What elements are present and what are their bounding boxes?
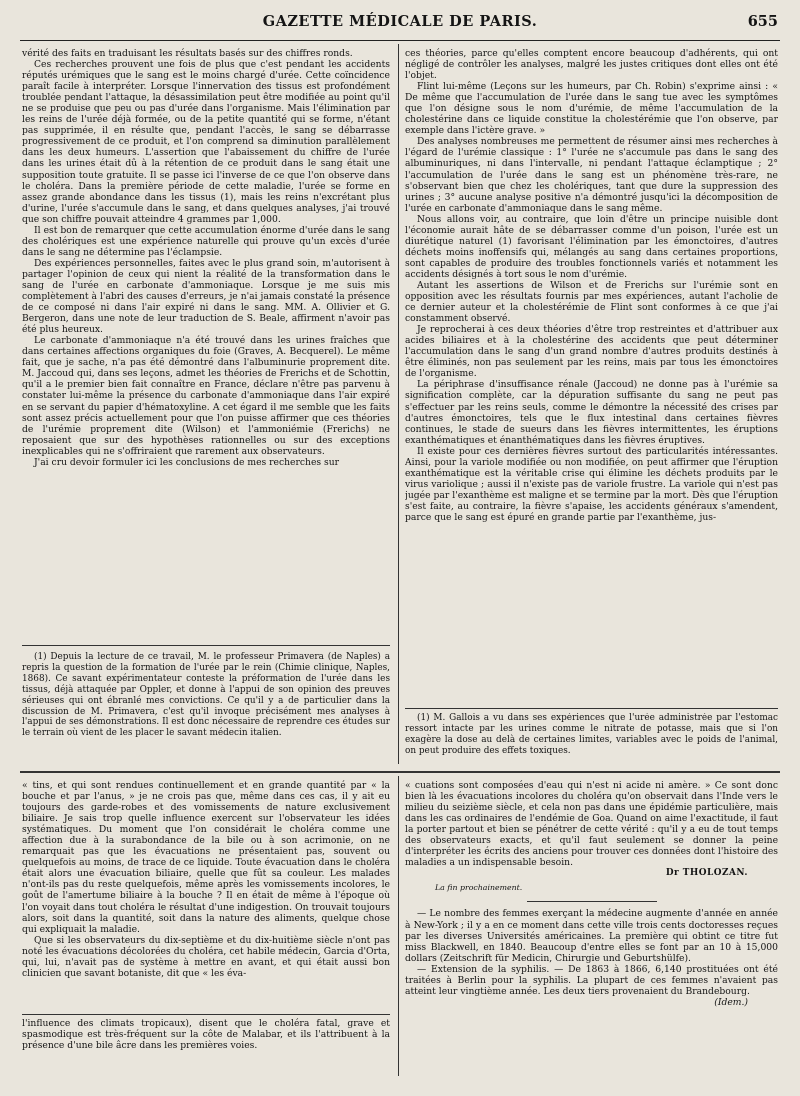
- paragraph: Flint lui-même (Leçons sur les humeurs, par Ch. Robin) s'exprime ainsi : « De même que l'accumulation de l'urée dans le sang tue avec les symptômes que l'on désigne sous le nom d'urémie, de même l'accumulation de la cholestérine dans ce liquide constitue la cholestérémie que l'on observe, par exemple dans l'ictère grave. »: [405, 81, 778, 137]
- paragraph: Je reprocherai à ces deux théories d'être trop restreintes et d'attribuer aux acides biliaires et à la cholestérine des accidents que peut déterminer l'accumulation dans le sang d'un grand nombre d'autres produits destinés à être éliminés, non pas seulement par les reins, mais par tous les émonctoires de l'organisme.: [405, 324, 778, 380]
- top-left-column: [22, 48, 390, 638]
- news-source: (Idem.): [714, 996, 748, 1008]
- paragraph: Autant les assertions de Wilson et de Frerichs sur l'urémie sont en opposition avec les résultats fournis par mes expériences, autant l'acholie de ce dernier auteur et la cholestérémie de Flint sont conformes à ce que j'ai constamment observé.: [405, 279, 778, 325]
- footnote: (1) Depuis la lecture de ce travail, M. le professeur Primavera (de Naples) a repris la question de la formation de l'urée par le rein (Chimie clinique, Naples, 1868). Ce savant expérimentateur conteste la préformation de l'urée dans les tissus, déjà attaquée par Oppler, et donne à l'appui de son opinion des preuves sérieuses qui ont ébranlé mes convictions. Ce qu'il y a de particulier dans la discussion de M. Primavera, c'est qu'il invoque précisément mes analyses à l'appui de ses démonstrations. Il est donc nécessaire de reprendre ces études sur le terrain où vient de les placer le savant médecin italien.: [22, 652, 390, 739]
- paragraph: Des analyses nombreuses me permettent de résumer ainsi mes recherches à l'égard de l'urémie classique : 1° l'urée ne s'accumule pas dans le sang des albuminuriques, ni dans l'intervalle, ni pendant l'attaque éclamptique ; 2° l'accumulation de l'urée dans le sang est un phénomène très-rare, ne s'observant bien que chez les cholériques, tant que dure la suppression des urines ; 3° aucune analyse positive n'a démontré jusqu'ici la décomposition de l'urée en carbonate d'ammoniaque dans le sang même.: [405, 136, 778, 214]
- page-number: 655: [747, 13, 778, 30]
- bottom-right-column: [405, 780, 778, 1080]
- column-divider-bottom: [398, 776, 399, 1076]
- section-divider: [20, 771, 780, 773]
- top-right-footnote: [405, 713, 778, 765]
- news-item: — Le nombre des femmes exerçant la médecine augmente d'année en année à New-York ; il y a en ce moment dans cette ville trois cents doctoresses reçues par les diverses Universités américaines. La première qui obtint ce titre fut miss Blackwell, en 1840. Beaucoup d'entre elles se font par an 10 à 15,000 dollars (Zeitschrift für Medicin, Chirurgie und Geburtshülfe).: [405, 908, 778, 964]
- paragraph: La périphrase d'insuffisance rénale (Jaccoud) ne donne pas à l'urémie sa signification complète, car la dépuration suffisante du sang ne peut pas s'effectuer par les reins seuls, comme le démontre la nécessité des crises par d'autres émonctoires, tels que le flux intestinal dans certaines fièvres continues, le stade de sueurs dans les fièvres intermittentes, les éruptions exanthématiques et énanthématiques dans les fièvres éruptives.: [405, 379, 778, 446]
- news-divider: [527, 901, 657, 902]
- paragraph: Nous allons voir, au contraire, que loin d'être un principe nuisible dont l'économie aurait hâte de se débarrasser comme d'un poison, l'urée est un diurétique naturel (1) favorisant l'élimination par les émonctoires, d'autres déchets moins inoffensifs qui, mélangés au sang dans certaines proportions, sont capables de produire des troubles fonctionnels variés et notamment les accidents désignés à tort sous le nom d'urémie.: [405, 213, 778, 280]
- paragraph: Le carbonate d'ammoniaque n'a été trouvé dans les urines fraîches que dans certaines affections organiques du foie (Graves, A. Becquerel). Le même fait, que je sache, n'a pas été démontré dans l'albuminurie proprement dite. M. Jaccoud qui, dans ses leçons, admet les théories de Frerichs et de Schottin, qu'il a le premier bien fait connaître en France, déclare n'être pas parvenu à constater lui-même la présence du carbonate d'ammoniaque dans l'air expiré en se servant du papier d'hématoxyline. A cet égard il me semble que les faits sont assez précis actuellement pour que l'on puisse affirmer que ces théories de l'urémie proprement dite (Wilson) et l'ammoniémie (Frerichs) ne reposaient que sur des hypothèses rationnelles ou sur des exceptions inexplicables qui ne s'offriraient que rarement aux observateurs.: [22, 335, 390, 457]
- paragraph: l'influence des climats tropicaux), disent que le choléra fatal, grave et spasmodique est très-fréquent sur la côte de Malabar, et ils l'attribuent à la présence d'une bile âcre dans les premières voies.: [22, 1018, 390, 1052]
- column-divider-top: [398, 44, 399, 764]
- news-item: — Extension de la syphilis. — De 1863 à 1866, 6,140 prostituées ont été traitées à Berlin pour la syphilis. La plupart de ces femmes n'avaient pas atteint leur vingtième année. Les deux tiers provenaient du Brandebourg.: [405, 963, 778, 997]
- paragraph: Il existe pour ces dernières fièvres surtout des particularités intéressantes. Ainsi, pour la variole modifiée ou non modifiée, on peut affirmer que l'éruption exanthématique est la véritable crise qui élimine les déchets produits par le virus variolique ; aussi il n'existe pas de variole frustre. La variole qui n'est pas jugée par l'exanthème est maligne et se termine par la mort. Dès que l'éruption s'est faite, au contraire, la fièvre s'apaise, les accidents généraux s'amendent, parce que le sang est épuré en grande partie par l'exanthème, jus-: [405, 445, 778, 523]
- footnote-divider-left: [22, 645, 390, 646]
- paragraph: J'ai cru devoir formuler ici les conclusions de mes recherches sur: [34, 456, 340, 468]
- paragraph: ces théories, parce qu'elles comptent encore beaucoup d'adhérents, qui ont négligé de contrôler les analyses, malgré les justes critiques dont elles ont été l'objet.: [405, 48, 778, 82]
- paragraph: « tins, et qui sont rendues continuellement et en grande quantité par « la bouche et par l'anus, » je ne crois pas que, même dans ces cas, il y ait eu toujours des garde-robes et des vomissements de nature exclusivement biliaire. Je sais trop quelle influence exercent sur l'observateur les idées systématiques. Du moment que l'on considérait le choléra comme une affection due à la surabondance de la bile ou à son acrimonie, on ne remarquait pas que les évacuations ne présentaient pas, souvent ou quelquefois au moins, de trace de ce liquide. Toute évacuation dans le choléra était alors une évacuation biliaire, quelle que fût sa couleur. Les malades n'ont-ils pas du reste quelquefois, même après les vomissements incolores, le goût de l'amertume biliaire à la bouche ? Il en était de même à l'époque où l'on voyait dans tout choléra le résultat d'une indigestion. On trouvait toujours alors, soit dans la quantité, soit dans la nature des aliments, quelque chose qui expliquait la maladie.: [22, 780, 390, 935]
- paragraph: Ces recherches prouvent une fois de plus que c'est pendant les accidents réputés urémiques que le sang est le moins chargé d'urée. Cette coïncidence paraît facile à interpréter. Lorsque l'innervation des tissus est profondément troublée pendant l'attaque, la désassimilation peut être modifiée au point qu'il ne se produise que peu ou pas d'urée dans l'organisme. Mais l'élimination par les reins de l'urée déjà formée, ou de la petite quantité qui se forme, n'étant pas supprimée, il en résulte que, pendant l'accès, le sang se débarrasse progressivement de ce produit, et l'on comprend sa diminution parallèlement dans les deux humeurs. L'assertion que l'abaissement du chiffre de l'urée dans les urines était dû à la rétention de ce produit dans le sang était une supposition toute gratuite. Il se passe ici l'inverse de ce que l'on observe dans le choléra. Dans la première période de cette maladie, l'urée se forme en assez grande abondance dans les tissus (1), mais les reins n'excrétant plus d'urine, l'urée s'accumule dans le sang, et dans quelques analyses, j'ai trouvé que son chiffre pouvait atteindre 4 grammes par 1,000.: [22, 59, 390, 225]
- author-signature: Dr THOLOZAN.: [665, 868, 748, 879]
- paragraph: Que si les observateurs du dix-septième et du dix-huitième siècle n'ont pas noté les évacuations décolorées du choléra, cet habile médecin, Garcia d'Orta, qui, lui, n'avait pas de système à mettre en avant, et qui était aussi bon clinicien que savant botaniste, dit que « les éva-: [22, 934, 390, 979]
- journal-title: GAZETTE MÉDICALE DE PARIS.: [262, 13, 538, 30]
- bottom-left-column: [22, 780, 390, 1010]
- bottom-left-continuation: [22, 1018, 390, 1074]
- bottom-left-divider: [22, 1014, 390, 1015]
- paragraph: « cuations sont composées d'eau qui n'est ni acide ni amère. » Ce sont donc bien là les évacuations incolores du choléra qu'on observait dans l'Inde vers le milieu du seizième siècle, et cela non pas dans une épidémie particulière, mais dans les cas ordinaires de l'endémie de Goa. Quand on aime l'exactitude, il faut la porter partout et bien se pénétrer de cette vérité : qu'il y a eu de tout temps des observateurs exacts, et qu'il faut seulement se donner la peine d'interpréter les écrits des anciens pour trouver ces données dont l'histoire des maladies a un indispensable besoin.: [405, 780, 778, 869]
- top-left-footnote: [22, 652, 390, 762]
- paragraph: Des expériences personnelles, faites avec le plus grand soin, m'autorisent à partager l'opinion de ceux qui nient la réalité de la transformation dans le sang de l'urée en carbonate d'ammoniaque. Lorsque je me suis mis complètement à l'abri des causes d'erreurs, je n'ai jamais constaté la présence de ce composé ni dans l'air expiré ni dans le sang. MM. A. Ollivier et G. Bergeron, dans une note de leur traduction de S. Beale, affirment n'avoir pas été plus heureux.: [22, 257, 390, 336]
- paragraph: vérité des faits en traduisant les résultats basés sur des chiffres ronds.: [22, 48, 353, 59]
- page-header: [20, 8, 780, 41]
- footnote-divider-right: [405, 708, 778, 709]
- to-be-continued: La fin prochainement.: [435, 883, 523, 893]
- paragraph: Il est bon de remarquer que cette accumulation énorme d'urée dans le sang des cholériques est une expérience naturelle qui prouve qu'un excès d'urée dans le sang ne détermine pas l'éclampsie.: [22, 224, 390, 258]
- footnote: (1) M. Gallois a vu dans ses expériences que l'urée administrée par l'estomac ressort intacte par les urines comme le nitrate de potasse, mais que si l'on exagère la dose au delà de certaines limites, variables avec le poids de l'animal, on peut produire des effets toxiques.: [405, 713, 778, 756]
- top-right-column: [405, 48, 778, 703]
